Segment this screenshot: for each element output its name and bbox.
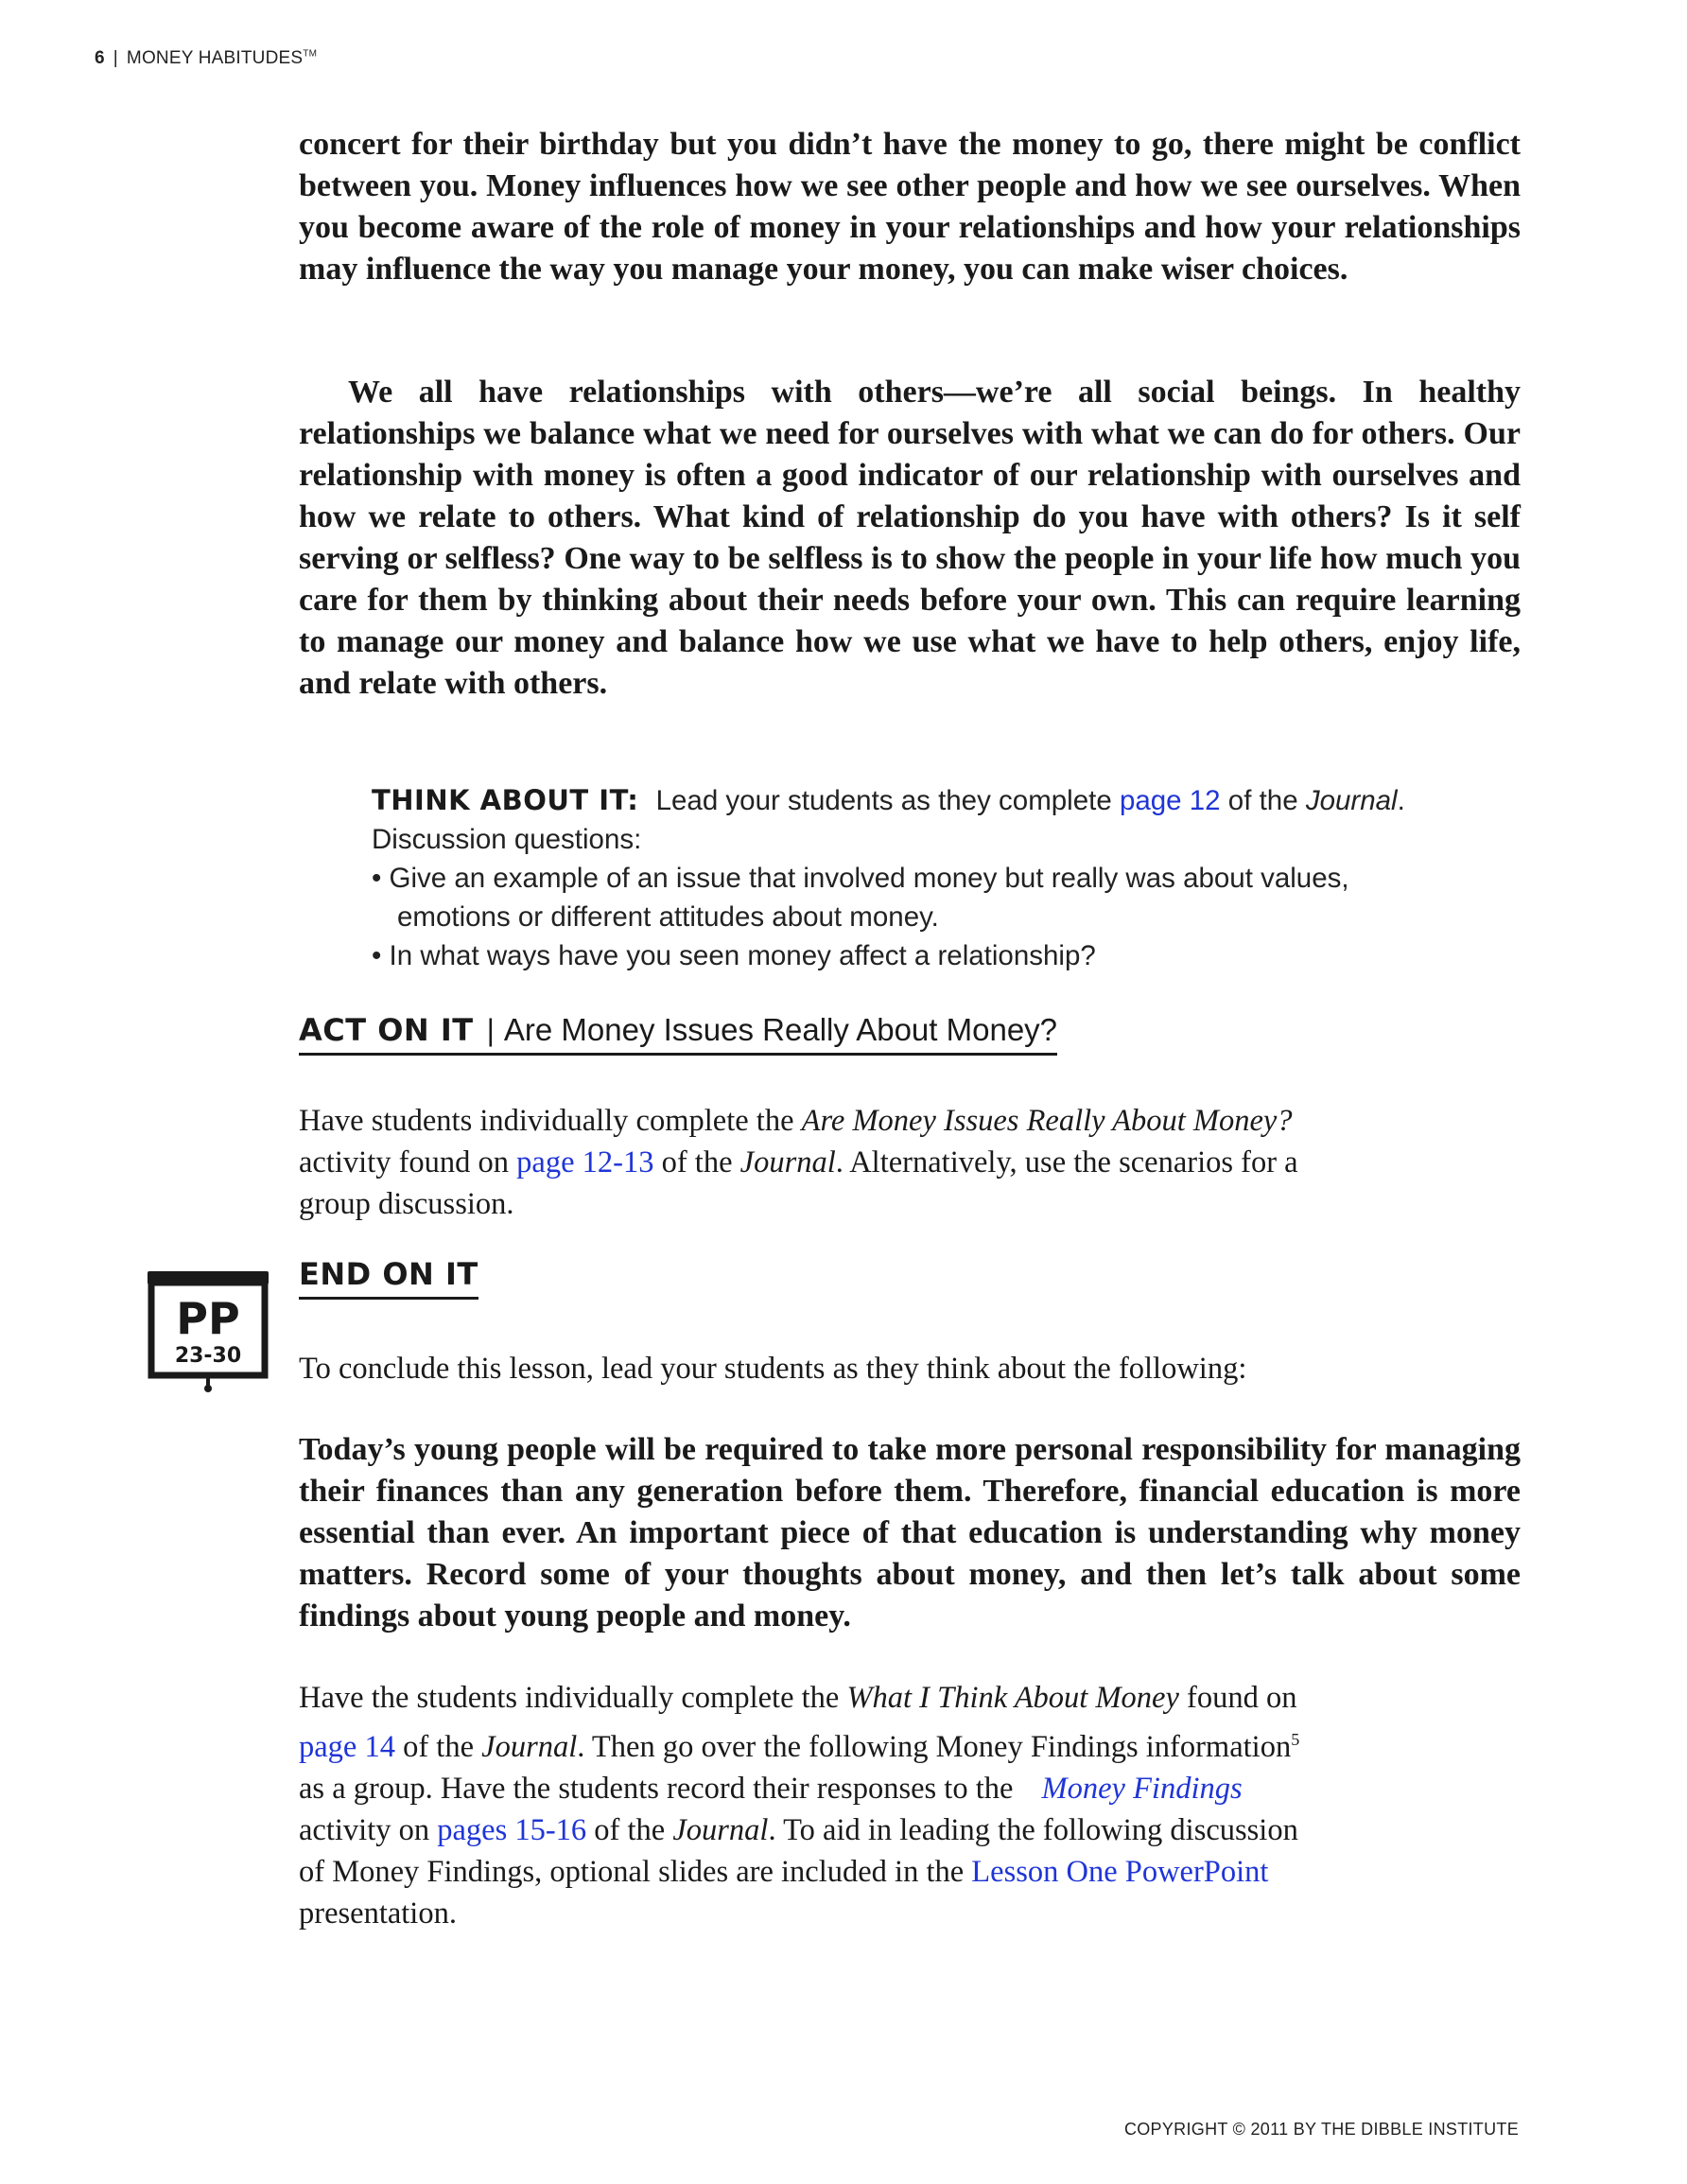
think-about-it-box [372,781,1506,975]
activity-title: Are Money Issues Really About Money? [801,1104,1293,1138]
end-body [299,1677,1521,1934]
end-journal-1: Journal [481,1729,578,1764]
footnote-ref: 5 [1291,1730,1300,1749]
act-line-2-of-the: of the [653,1145,740,1179]
trademark-mark: TM [303,48,318,60]
body-paragraph-2-wrap [299,372,1521,705]
page-14-link[interactable]: page 14 [299,1729,395,1764]
act-line-2-rest: . Alternatively, use the scenarios for a [835,1145,1298,1179]
end-line-4-rest: . To aid in leading the following discussion [768,1812,1298,1847]
act-line-2 [299,1142,1521,1183]
think-line-1 [372,781,1506,820]
pp-slide-range: 23-30 [174,1344,242,1368]
act-line-1 [299,1100,1521,1142]
act-on-it-heading [299,1012,1057,1056]
end-line-2-of-the: of the [394,1729,482,1764]
body-paragraph-2: We all have relationships with others—we’re all social beings. In healthy relationships we balance what we need for ourselves with what we can do for others. Our relationship with money is often a good indicator of our relationship with ourselves and how we relate to others. What kind of relationship do you have with others? Is it self serving or selfless? One way to be selfless is to show the people in your life how much you care for them by thinking about their needs before your own. This can require learning to manage our money and balance how we use what we have to help others, enjoy life, and relate with others. [299,375,1521,701]
end-line-5-text: of Money Findings, optional slides are included in the [299,1854,972,1889]
act-heading-bar: | [486,1013,495,1047]
running-header [95,48,317,69]
pages-15-16-link[interactable]: pages 15-16 [437,1812,587,1847]
end-bold-paragraph: Today’s young people will be required to take more personal responsibility for managing their finances than any generation before them. Therefore, financial education is more essential than ever. An important piece of that education is understanding why money matters. Record some of your thoughts about money, and then let’s talk about some findings about young people and money. [299,1432,1521,1634]
body-paragraph-1: concert for their birthday but you didn’t have the money to go, there might be conflict between you. Money influences how we see other people and how we see ourselves. When you become aware of the role of money in your relationships and how your relationships may influence the way you manage your money, you can make wiser choices. [299,127,1521,287]
end-line-1-rest: found on [1178,1681,1297,1715]
powerpoint-slides-icon [142,1264,274,1396]
act-line-3: group discussion. [299,1187,514,1221]
act-on-it-subtitle: Are Money Issues Really About Money? [503,1012,1058,1047]
act-on-it-body [299,1100,1521,1225]
header-separator: | [113,48,118,68]
page-12-13-link[interactable]: page 12-13 [516,1145,654,1179]
end-line-2-rest: . Then go over the following Money Findings information [577,1729,1292,1764]
pp-label: PP [176,1293,240,1344]
header-title: MONEY HABITUDES [126,48,304,68]
bullet-1-line-2: emotions or different attitudes about money. [397,901,939,933]
end-line-4-of-the: of the [586,1812,673,1847]
lesson-one-powerpoint-link[interactable]: Lesson One PowerPoint [971,1854,1269,1889]
end-line-1 [299,1677,1521,1719]
think-journal: Journal [1305,785,1398,816]
end-line-3 [299,1768,1521,1809]
money-findings-link[interactable]: Money Findings [1041,1771,1243,1806]
act-on-it-label: ACT ON IT [299,1012,474,1048]
end-on-it-label: END ON IT [299,1256,478,1292]
copyright-footer: COPYRIGHT © 2011 BY THE DIBBLE INSTITUTE [1123,2120,1519,2139]
end-intro: To conclude this lesson, lead your students as they think about the following: [299,1352,1247,1386]
end-on-it-heading [299,1256,478,1300]
projector-stand-foot [204,1385,212,1392]
end-intro-wrap [299,1348,1521,1389]
think-of-the: of the [1227,785,1298,816]
end-line-6: presentation. [299,1896,457,1931]
act-line-1-text: Have students individually complete the [299,1104,802,1138]
page-number: 6 [95,48,105,68]
end-line-4 [299,1809,1521,1851]
bullet-2: • In what ways have you seen money affect a relationship? [372,940,1096,971]
page-12-link[interactable]: page 12 [1119,785,1221,816]
end-line-3-text: as a group. Have the students record their responses to the [299,1771,1021,1806]
end-line-1-text: Have the students individually complete the [299,1681,847,1715]
end-bold-wrap [299,1429,1521,1637]
end-journal-2: Journal [672,1812,769,1847]
think-period: . [1397,785,1405,816]
think-lead-text: Lead your students as they complete [655,785,1112,816]
body-paragraph-1-wrap [299,124,1521,290]
think-about-it-label: THINK ABOUT IT: [372,784,639,816]
act-journal: Journal [739,1145,836,1179]
end-line-4-text: activity on [299,1812,438,1847]
end-line-2 [299,1719,1521,1768]
end-line-5 [299,1851,1521,1893]
bullet-1-line-1: • Give an example of an issue that involved money but really was about values, [372,863,1349,894]
what-i-think-title: What I Think About Money [846,1681,1179,1715]
discussion-questions-label: Discussion questions: [372,824,642,855]
act-line-2-text: activity found on [299,1145,517,1179]
